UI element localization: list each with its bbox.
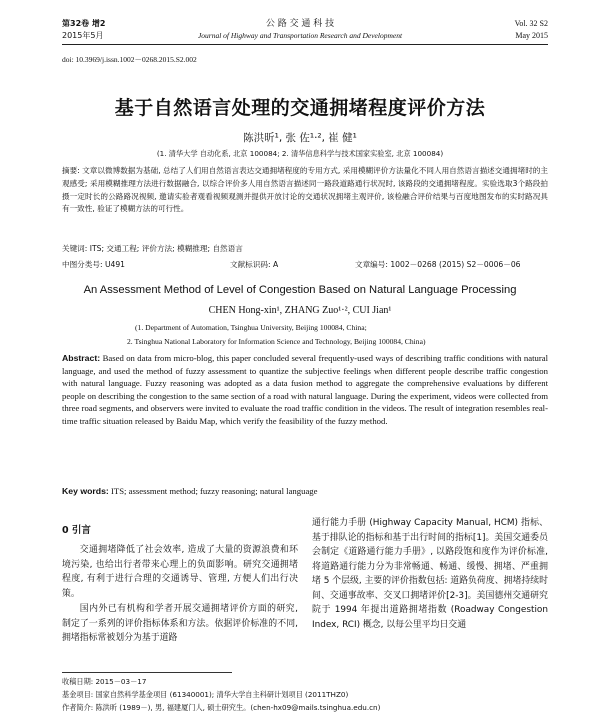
abstract-en-text: Based on data from micro-blog, this paper concluded several frequently-used ways of describing traffic conditions with natural language, and used the method of fuzzy assessment to quantize the subjective feelings when different people describe traffic congestion with natural language. Fuzzy reasoning was adopted as a data fusion method to aggregate the comprehensive evaluations by different people on describing the congestion to the same section of a road with natural language. During the experiment, videos were collected from three road segments, and observers were invited to evaluate the road traffic condition in the videos. The result of integration resembles real-time traffic situation released by Baidu Map, which verify the feasibility of the fuzzy method. [62,353,549,426]
footnote-fund: 基金项目: 国家自然科学基金项目 (61340001); 清华大学自主科研计划项目 (2011THZ0) [62,690,349,699]
footnote-rule [62,672,232,673]
header-journal-cn: 公 路 交 通 科 技 [265,19,335,29]
keywords-en [62,486,318,496]
header-volume-cn: 第32卷 增2 [62,19,106,28]
article-number: 文章编号: 1002－0268 (2015) S2－0006－06 [355,260,521,269]
doi: doi: 10.3969/j.issn.1002－0268.2015.S2.002 [62,55,197,64]
class-number: 中图分类号: U491 [62,260,125,269]
header-volume-en: Vol. 32 S2 [514,19,548,28]
header-date-cn: 2015年5月 [62,31,104,40]
header-rule [62,44,548,45]
affiliations-cn: (1. 清华大学 自动化系, 北京 100084; 2. 清华信息科学与技术国家实验室, 北京 100084) [156,149,444,158]
intro-left-paragraph-1: 交通拥堵降低了社会效率, 造成了大量的资源浪费和环境污染, 也给出行者带来心理上的负面影响。研究交通拥堵程度, 有利于进行合理的交通诱导、管理, 方便人们出行决策。 [62,545,298,599]
affiliation-en-2: 2. Tsinghua National Laboratory for Information Science and Technology, Beijing 100084, China) [127,337,426,346]
document-code: 文献标识码: A [230,260,279,269]
abstract-cn: 摘要: 文章以微博数据为基础, 总结了人们用自然语言表达交通拥堵程度的专用方式, 采用模糊评价方法量化不同人用自然语言描述交通拥堵时的主观感受; 采用模糊推理方法进行数据融合, 以综合评价多人用自然语言描述同一路段道路通行状况时, 该路段的交通拥堵程度。实验选取3个路段拍摄一定时长的公路路况视频, 邀请实验者观看视频观测并提供开放讨论的交通状况拥堵主观评价, 该检融合评价结果与百度地图发布的实时路况具有一致性, 验证了模糊方法的可行性。 [62,166,548,214]
keywords-en-text: ITS; assessment method; fuzzy reasoning; natural language [111,486,318,496]
abstract-en-label: Abstract: [62,353,101,363]
abstract-en [62,352,548,428]
title-cn: 基于自然语言处理的交通拥堵程度评价方法 [114,97,486,119]
keywords-cn: 关键词: ITS; 交通工程; 评价方法; 模糊推理; 自然语言 [62,244,243,253]
section-heading: 0 引言 [62,525,91,536]
header-journal-en: Journal of Highway and Transportation Research and Development [197,31,403,40]
footnote-received: 收稿日期: 2015－03－17 [62,677,147,686]
header-date-en: May 2015 [515,31,548,40]
intro-right-paragraph: 通行能力手册 (Highway Capacity Manual, HCM) 指标、基于排队论的指标和基于出行时间的指标[1]。美国交通委员会制定《道路通行能力手册》, 以路段饱和度作为评价标准, 将道路通行能力分为非常畅通、畅通、缓慢、拥堵、严重拥堵 5 个层级, 主要的评价指数包括: 道路负荷度、拥堵持续时间、交通事故率、交叉口拥堵评价[2-3]。美国德州交通研究院于 1994 年提出道路拥堵指数 (Roadway Congestion Index, RCI) 概念, 以每公里平均日交通 [312,518,548,630]
intro-left-paragraph-2: 国内外已有机构和学者开展交通拥堵评价方面的研究, 制定了一系列的评价指标体系和方法。依据评价标准的不同, 拥堵指标常被划分为基于道路 [62,604,298,643]
affiliation-en-1: (1. Department of Automation, Tsinghua University, Beijing 100084, China; [135,323,367,332]
authors-cn: 陈洪昕¹, 张 佐¹·², 崔 健¹ [243,132,357,144]
keywords-en-label: Key words: [62,486,109,496]
authors-en: CHEN Hong-xin¹, ZHANG Zuo¹·², CUI Jian¹ [208,305,392,316]
footnote-author: 作者简介: 陈洪昕 (1989－), 男, 福建厦门人, 硕士研究生。(chen-hx09@mails.tsinghua.edu.cn) [62,703,381,712]
title-en: An Assessment Method of Level of Congestion Based on Natural Language Processing [83,284,517,296]
